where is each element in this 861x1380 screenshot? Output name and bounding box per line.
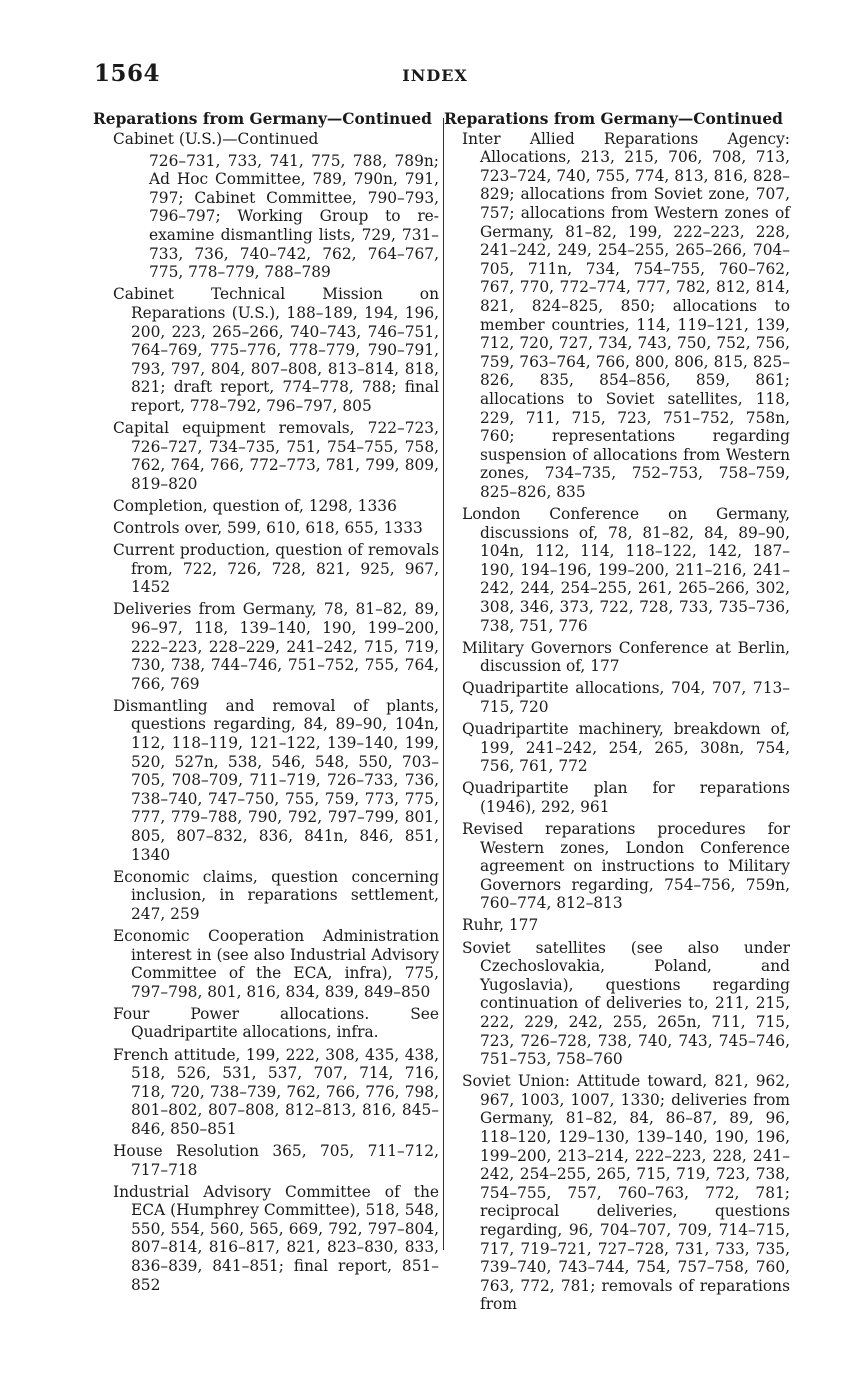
index-entry: Controls over, 599, 610, 618, 655, 1333 [113,518,423,537]
index-entry: Dismantling and removal of plants, questions regarding, 84, 89–90, 104n, 112, 118–119, 121–122, 139–140, 199, 520, 527n, 538, 546, 548, 550, 703–705, 708–709, 711–719, 726–733, 736, 738–740, 747–750, 755, 759, 773, 775, 777, 779–788, 790, 792, 797–799, 801, 805, 807–832, 836, 841n, 846, 851, 1340 [113,696,439,864]
index-entry: Inter Allied Reparations Agency: Allocations, 213, 215, 706, 708, 713, 723–724, 740, 755, 774, 813, 816, 828–829; allocations from Soviet zone, 707, 757; allocations from Western zones of Germany, 81–82, 199, 222–223, 228, 241–242, 249, 254–255, 265–266, 704–705, 711n, 734, 754–755, 760–762, 767, 770, 772–774, 777, 782, 812, 814, 821, 824–825, 850; allocations to member countries, 114, 119–121, 139, 712, 720, 727, 734, 743, 750, 752, 756, 759, 763–764, 766, 800, 806, 815, 825–826, 835, 854–856, 859, 861; allocations to Soviet satellites, 118, 229, 711, 715, 723, 751–752, 758n, 760; representations regarding suspension of allocations from Western zones, 734–735, 752–753, 758–759, 825–826, 835 [462,129,790,501]
running-head: INDEX [402,66,468,85]
index-entry: Current production, question of removals from, 722, 726, 728, 821, 925, 967, 1452 [113,541,439,597]
index-entry: Revised reparations procedures for Western zones, London Conference agreement on instructions to Military Governors regarding, 754–756, 759n, 760–774, 812–813 [462,819,790,913]
right-column [442,110,790,1317]
index-entry: London Conference on Germany, discussions of, 78, 81–82, 84, 89–90, 104n, 112, 114, 118–122, 142, 187–190, 194–196, 199–200, 211–216, 241–242, 244, 254–255, 261, 265–266, 302, 308, 346, 373, 722, 728, 733, 735–736, 738, 751, 776 [462,504,790,635]
index-entry: 726–731, 733, 741, 775, 788, 789n; Ad Hoc Committee, 789, 790n, 791, 797; Cabinet Committee, 790–793, 796–797; Working Group to re-examine dismantling lists, 729, 731–733, 736, 740–742, 762, 764–767, 775, 778–779, 788–789 [149,151,439,282]
index-entry: Quadripartite plan for reparations (1946), 292, 961 [462,779,790,816]
index-entry: French attitude, 199, 222, 308, 435, 438, 518, 526, 531, 537, 707, 714, 716, 718, 720, 738–739, 762, 766, 776, 798, 801–802, 807–808, 812–813, 816, 845–846, 850–851 [113,1045,439,1138]
index-entry: House Resolution 365, 705, 711–712, 717–718 [113,1141,439,1179]
index-entry: Deliveries from Germany, 78, 81–82, 89, 96–97, 118, 139–140, 190, 199–200, 222–223, 228–229, 241–242, 715, 719, 730, 738, 744–746, 751–752, 755, 764, 766, 769 [113,600,439,693]
index-entry: Cabinet Technical Mission on Reparations (U.S.), 188–189, 194, 196, 200, 223, 265–266, 740–743, 746–751, 764–769, 775–776, 778–779, 790–791, 793, 797, 804, 807–808, 813–814, 818, 821; draft report, 774–778, 788; final report, 778–792, 796–797, 805 [113,285,439,415]
index-entry: Economic claims, question concerning inclusion, in reparations settlement, 247, 259 [113,867,439,923]
index-entry: Quadripartite machinery, breakdown of, 199, 241–242, 254, 265, 308n, 754, 756, 761, 772 [462,720,790,776]
index-entry: Capital equipment removals, 722–723, 726–727, 734–735, 751, 754–755, 758, 762, 764, 766, 772–773, 781, 799, 809, 819–820 [113,419,439,493]
right-column-heading: Reparations from Germany—Continued [444,110,783,128]
index-entry: Completion, question of, 1298, 1336 [113,496,397,515]
index-entry: Military Governors Conference at Berlin, discussion of, 177 [462,638,790,676]
left-column [93,110,439,1298]
index-entry: Soviet Union: Attitude toward, 821, 962, 967, 1003, 1007, 1330; deliveries from Germany, 81–82, 84, 86–87, 89, 96, 118–120, 129–130, 139–140, 190, 196, 199–200, 213–214, 222–223, 228, 241–242, 254–255, 265, 715, 719, 723, 738, 754–755, 757, 760–763, 772, 781; reciprocal deliveries, questions regarding, 96, 704–707, 709, 714–715, 717, 719–721, 727–728, 731, 733, 735, 739–740, 743–744, 754, 757–758, 760, 763, 772, 781; removals of reparations from [462,1072,790,1314]
index-entry: Industrial Advisory Committee of the ECA (Humphrey Committee), 518, 548, 550, 554, 560, 565, 669, 792, 797–804, 807–814, 816–817, 821, 823–830, 833, 836–839, 841–851; final report, 851–852 [113,1182,439,1294]
left-column-heading: Reparations from Germany—Continued [93,110,432,128]
index-entry: Ruhr, 177 [462,916,539,935]
index-entry: Economic Cooperation Administration interest in (see also Industrial Advisory Committee of the ECA, infra), 775, 797–798, 801, 816, 834, 839, 849–850 [113,926,439,1001]
index-entry: Four Power allocations. See Quadripartite allocations, infra. [113,1004,439,1042]
page-number: 1564 [94,60,161,87]
index-entry: Cabinet (U.S.)—Continued [113,129,319,148]
index-entry: Quadripartite allocations, 704, 707, 713–715, 720 [462,679,790,716]
index-entry: Soviet satellites (see also under Czechoslovakia, Poland, and Yugoslavia), questions regarding continuation of deliveries to, 211, 215, 222, 229, 242, 255, 265n, 711, 715, 723, 726–728, 738, 740, 743, 745–746, 751–753, 758–760 [462,938,790,1069]
